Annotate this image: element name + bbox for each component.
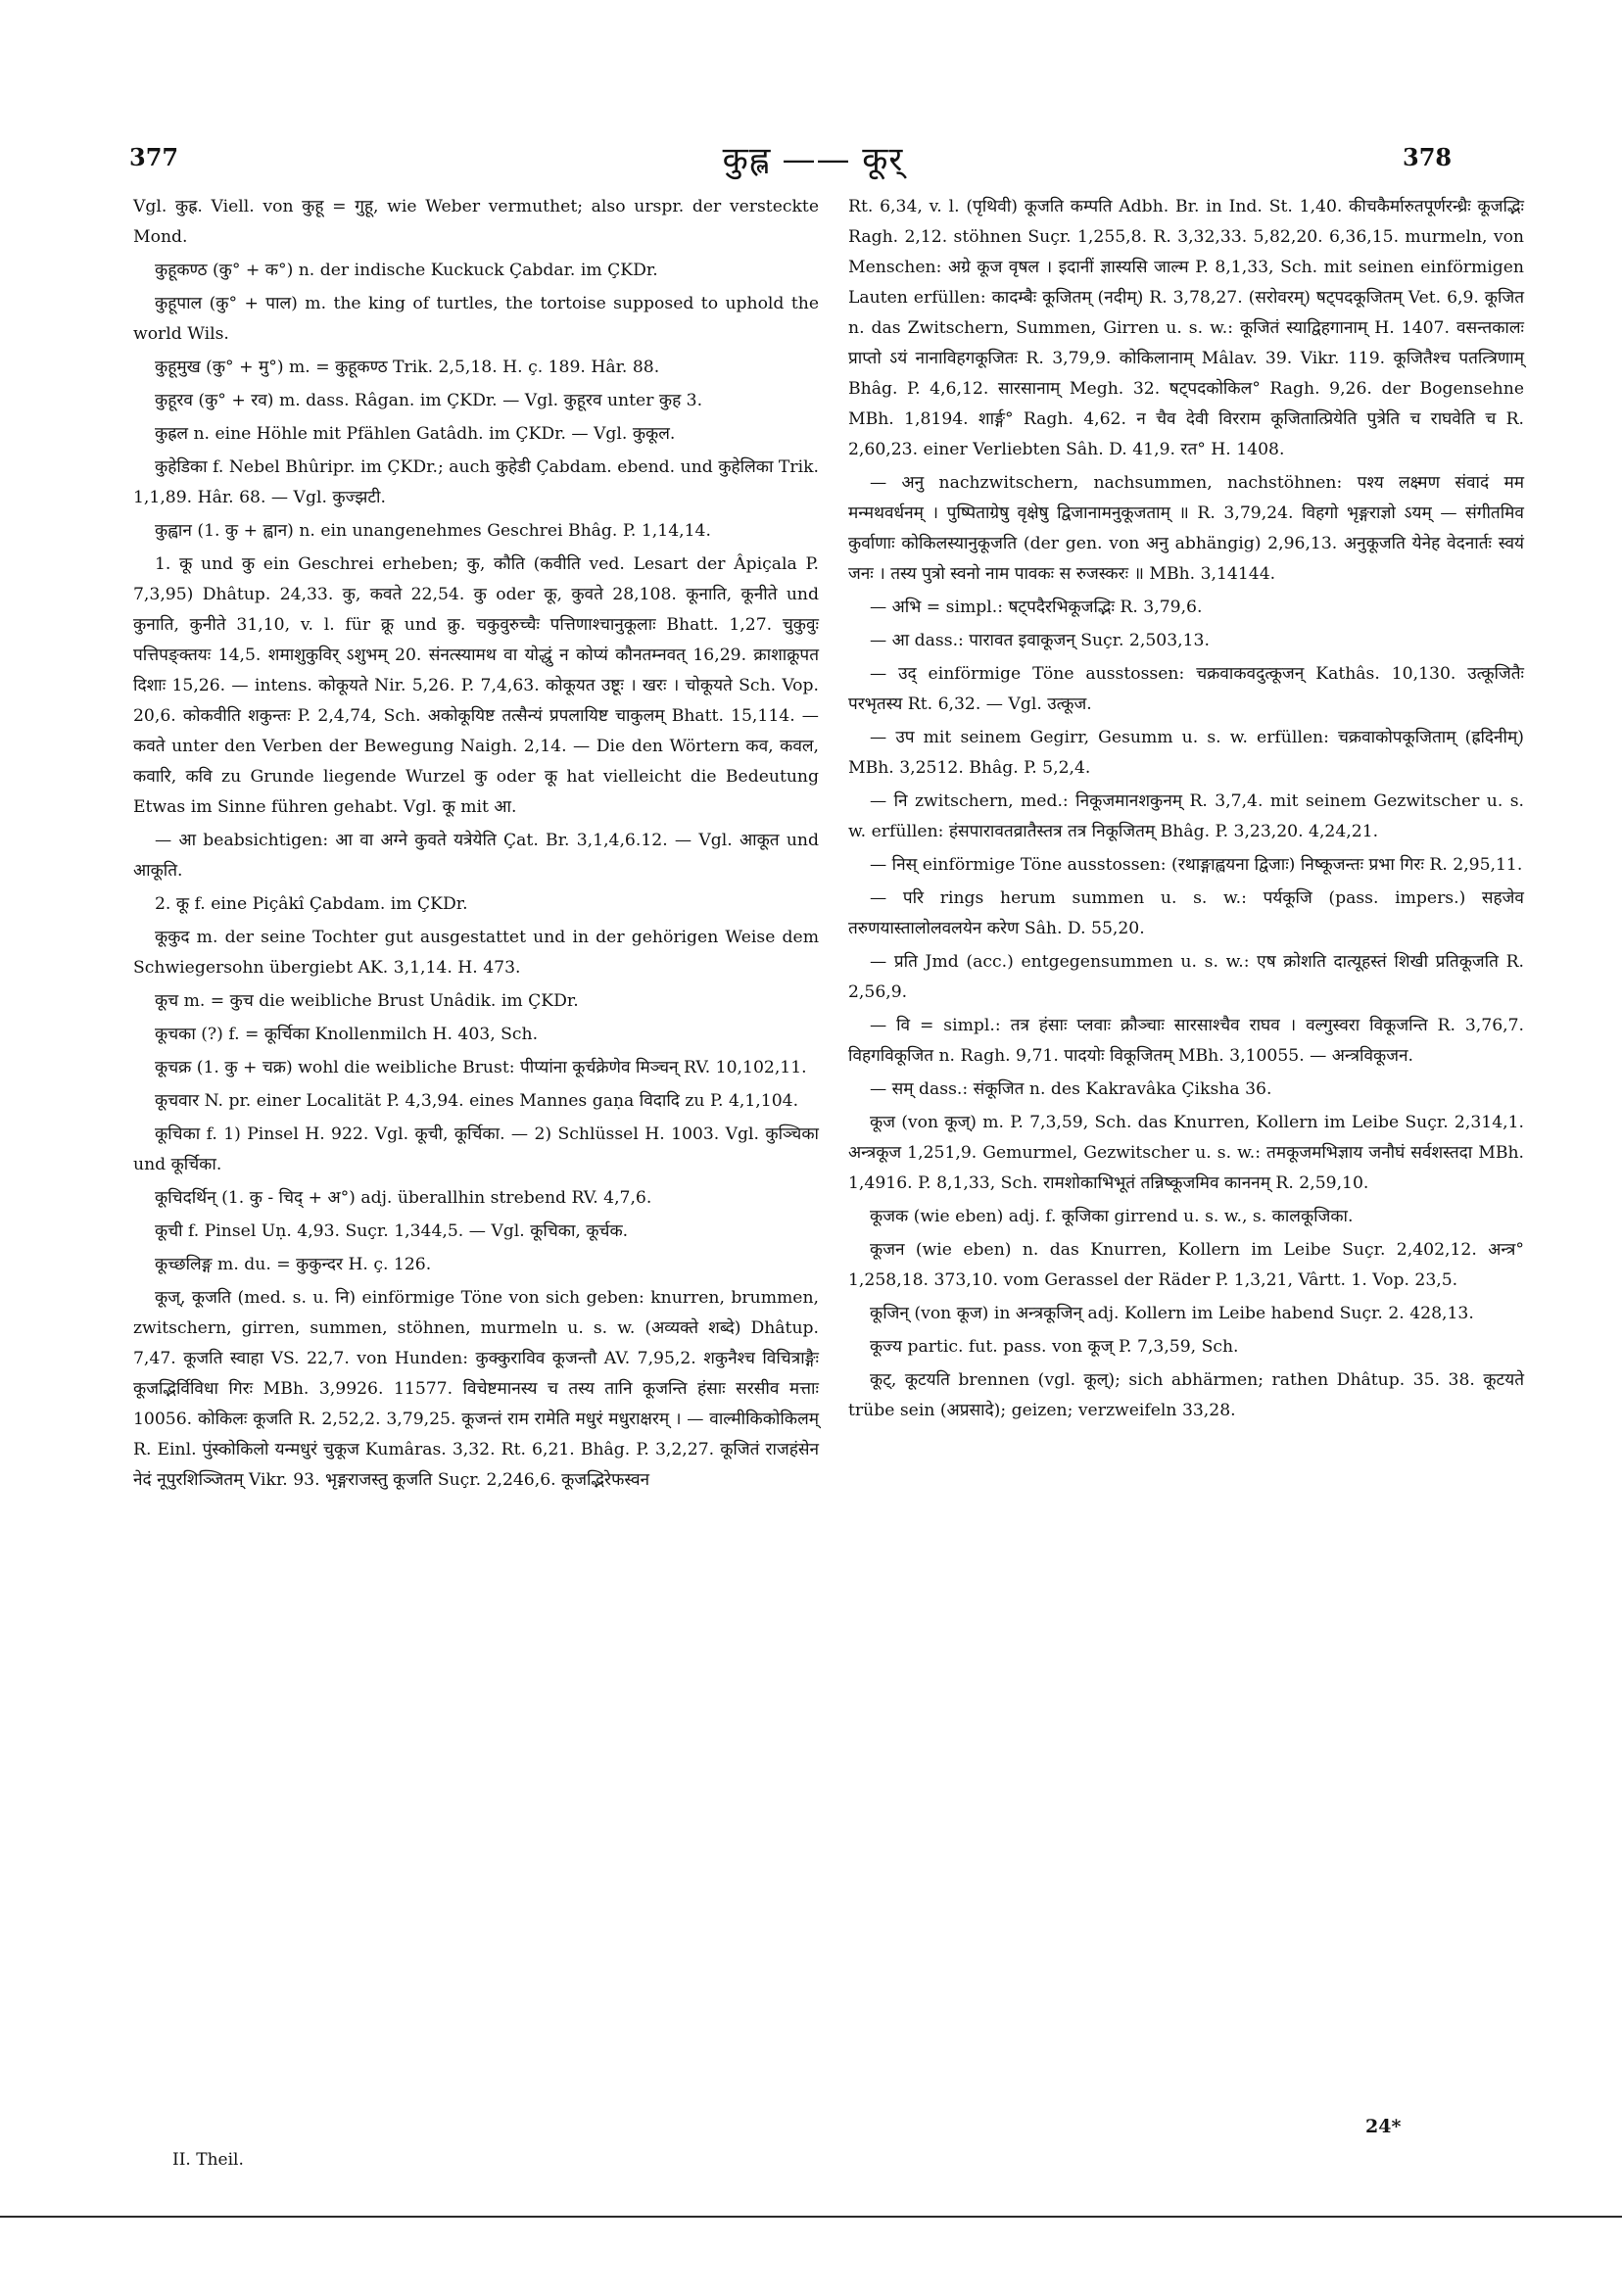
dictionary-entry: कूजन (wie eben) n. das Knurren, Kollern im Leibe Suçr. 2,402,12. अन्त्र° 1,258,18. 373,10. vom Gerassel der Räder P. 1,3,21, Vârtt. 1. Vop. 23,5. [848,1240,1524,1290]
dictionary-entry: कुहूमुख (कु° + मु°) m. = कुहूकण्ठ Trik. 2,5,18. H. ç. 189. Hâr. 88. [155,358,660,377]
dictionary-entry: कूच्छलिङ्ग m. du. = कुकुन्दर H. ç. 126. [155,1255,432,1274]
dictionary-entry: कूचक्र (1. कु + चक्र) wohl die weibliche Brust: पीप्यांना कूर्चक्रेणेव मिञ्चन् RV. 10,102,11. [155,1058,807,1077]
dictionary-entry: कूज (von कूज्) m. P. 7,3,59, Sch. das Knurren, Kollern im Leibe Suçr. 2,314,1. अन्त्रकूज 1,251,9. Gemurmel, Gezwitscher u. s. w.: तमकूजमभिज्ञाय जनौघं सर्वशस्तदा MBh. 1,4916. P. 8,1,33, Sch. रामशोकाभिभूतं तन्निष्कूजमिव काननम् R. 2,59,10. [848,1113,1524,1193]
dictionary-entry: कूचिदर्थिन् (1. कु - चिद् + अ°) adj. überallhin strebend RV. 4,7,6. [155,1188,652,1208]
dictionary-entry: कुहूपाल (कु° + पाल) m. the king of turtles, the tortoise supposed to uphold the world Wils. [133,294,819,344]
bottom-rule [0,2216,1622,2218]
dictionary-entry: कूजक (wie eben) adj. f. कूजिका girrend u. s. w., s. कालकूजिका. [870,1207,1354,1226]
volume-footer: II. Theil. [172,2150,244,2170]
dictionary-entry: — प्रति Jmd (acc.) entgegensummen u. s. w.: एष क्रोशति दात्यूहस्तं शिखी प्रतिकूजति R. 2,56,9. [848,952,1524,1002]
dictionary-entry: कुहूरव (कु° + रव) m. dass. Râgan. im ÇKDr. — Vgl. कुहूरव unter कुह 3. [155,391,703,410]
dictionary-entry: कुह्वान (1. कु + ह्वान) n. ein unangenehmes Geschrei Bhâg. P. 1,14,14. [155,521,711,541]
dictionary-entry: कूजिन् (von कूज) in अन्त्रकूजिन् adj. Kollern im Leibe habend Suçr. 2. 428,13. [870,1304,1474,1323]
dictionary-entry: कूच m. = कुच die weibliche Brust Unâdik. im ÇKDr. [155,991,579,1011]
right-column [848,192,1524,1429]
dictionary-entry: — वि = simpl.: तत्र हंसाः प्लवाः क्रौञ्चाः सारसाश्चैव राघव । वल्गुस्वरा विकूजन्ति R. 3,76,7. विहगविकूजित n. Ragh. 9,71. पादयोः विकूजितम् MBh. 3,10055. — अन्त्रविकूजन. [848,1016,1524,1066]
dictionary-entry: — अनु nachzwitschern, nachsummen, nachstöhnen: पश्य लक्ष्मण संवादं मम मन्मथवर्धनम् । पुष्पिताग्रेषु वृक्षेषु द्विजानामनुकूजताम् ॥ R. 3,79,24. विहगो भृङ्गराज्ञो ऽयम् — संगीतमिव कुर्वाणाः कोकिलस्यानुकूजति (der gen. von अनु abhängig) 2,96,13. अनुकूजति येनेह वेदनार्तः स्वयं जनः । तस्य पुत्रो स्वनो नाम पावकः स रुजस्करः ॥ MBh. 3,14144. [848,473,1524,584]
dictionary-entry: कूकुद m. der seine Tochter gut ausgestattet und in der gehörigen Weise dem Schwiegersohn übergiebt AK. 3,1,14. H. 473. [133,928,819,978]
dictionary-entry: — निस् einförmige Töne ausstossen: (रथाङ्गाह्वयना द्विजाः) निष्कूजन्तः प्रभा गिरः R. 2,95,11. [870,855,1523,875]
page-number-left: 377 [129,143,179,171]
dictionary-entry: कुह्रल n. eine Höhle mit Pfählen Gatâdh. im ÇKDr. — Vgl. कुकूल. [155,424,676,444]
dictionary-entry: Vgl. कुह्र. Viell. von कुहू = गुहू, wie Weber vermuthet; also urspr. der versteckte Mond. [133,197,819,247]
dictionary-entry: 2. कू f. eine Piçâkî Çabdam. im ÇKDr. [155,894,468,914]
dictionary-entry: 1. कू und कु ein Geschrei erheben; कु, कौति (कवीति ved. Lesart der Âpiçala P. 7,3,95) Dhâtup. 24,33. कु, कवते 22,54. कु oder कू, कुवते 28,108. कूनाति, कूनीते und कुनाति, कुनीते 31,10, v. l. für क्रू und क्रु. चकुवुरुच्चैः पत्तिणाश्चानुकूलाः Bhatt. 1,27. चुकुवुः पत्तिपङ्क्तयः 14,5. शमाशुकुविर् ऽशुभम् 20. संनत्स्यामथ वा योद्धुं न कोप्यं कौनतम्नवत् 16,29. क्राशाक्रूपत दिशाः 15,26. — intens. कोकूयते Nir. 5,26. P. 7,4,63. कोकूयत उष्टूः । खरः । चोकूयते Sch. Vop. 20,6. कोकवीति शकुन्तः P. 2,4,74, Sch. अकोकूयिष्ट तत्सैन्यं प्रपलायिष्ट चाकुलम् Bhatt. 15,114. — कवते unter den Verben der Bewegung Naigh. 2,14. — Die den Wörtern कव, कवल, कवारि, कवि zu Grunde liegende Wurzel कु oder कू hat vielleicht die Bedeutung Etwas im Sinne führen gehabt. Vgl. कू mit आ. [133,554,819,817]
dictionary-entry: कूज्, कूजति (med. s. u. नि) einförmige Töne von sich geben: knurren, brummen, zwitschern, girren, summen, stöhnen, murmeln u. s. w. (अव्यक्ते शब्दे) Dhâtup. 7,47. कूजति स्वाहा VS. 22,7. von Hunden: कुक्कुराविव कूजन्तौ AV. 7,95,2. शकुनैश्च विचित्राङ्गैः कूजद्भिर्विविधा गिरः MBh. 3,9926. 11577. विचेष्टमानस्य च तस्य तानि कूजन्ति हंसाः सरसीव मत्ताः 10056. कोकिलः कूजति R. 2,52,2. 3,79,25. कूजन्तं राम रामेति मधुरं मधुराक्षरम् । — वाल्मीकिकोकिलम् R. Einl. पुंस्कोकिलो यन्मधुरं चुकूज Kumâras. 3,32. Rt. 6,21. Bhâg. P. 3,2,27. कूजितं राजहंसेन नेदं नूपुरशिञ्जितम् Vikr. 93. भृङ्गराजस्तु कूजति Suçr. 2,246,6. कूजद्भिरेफस्वन [133,1288,819,1490]
left-column [133,192,819,1499]
dictionary-entry: कूज्य partic. fut. pass. von कूज् P. 7,3,59, Sch. [870,1337,1239,1357]
dictionary-entry: — अभि = simpl.: षट्पदैरभिकूजद्भिः R. 3,79,6. [870,598,1203,617]
running-headword: कुह्ल —— कूर् [722,140,904,179]
dictionary-entry: — सम् dass.: संकूजित n. des Kakravâka Çiksha 36. [870,1079,1272,1099]
dictionary-entry: — आ beabsichtigen: आ वा अग्ने कुवते यत्रेयेति Çat. Br. 3,1,4,6.12. — Vgl. आकूत und आकूति. [133,831,819,881]
dictionary-entry: — उप mit seinem Gegirr, Gesumm u. s. w. erfüllen: चक्रवाकोपकूजिताम् (ह्रदिनीम्) MBh. 3,2512. Bhâg. P. 5,2,4. [848,728,1524,778]
dictionary-entry: कूचवार N. pr. einer Localität P. 4,3,94. eines Mannes gaṇa विदादि zu P. 4,1,104. [155,1091,799,1111]
dictionary-entry: — नि zwitschern, med.: निकूजमानशकुनम् R. 3,7,4. mit seinem Gezwitscher u. s. w. erfüllen: हंसपारावतव्रातैस्तत्र तत्र निकूजितम् Bhâg. P. 3,23,20. 4,24,21. [848,791,1524,841]
dictionary-entry: कुहूकण्ठ (कु° + क°) n. der indische Kuckuck Çabdar. im ÇKDr. [155,261,658,280]
dictionary-entry: कूची f. Pinsel Uṇ. 4,93. Suçr. 1,344,5. — Vgl. कूचिका, कूर्चक. [155,1221,629,1241]
dictionary-entry: — उद् einförmige Töne ausstossen: चक्रवाकवदुत्कूजन् Kathâs. 10,130. उत्कूजितैः परभृतस्य Rt. 6,32. — Vgl. उत्कूज. [848,664,1524,714]
dictionary-entry: कूट्, कूटयति brennen (vgl. कूल्); sich abhärmen; rathen Dhâtup. 35. 38. कूटयते trübe sein (अप्रसादे); geizen; verzweifeln 33,28. [848,1370,1524,1420]
signature-mark: 24* [1365,2116,1402,2137]
dictionary-entry: Rt. 6,34, v. l. (पृथिवी) कूजति कम्पति Adbh. Br. in Ind. St. 1,40. कीचकैर्मारुतपूर्णरन्ध्रैः कूजद्भिः Ragh. 2,12. stöhnen Suçr. 1,255,8. R. 3,32,33. 5,82,20. 6,36,15. murmeln, von Menschen: अग्रे कूज वृषल । इदानीं ज्ञास्यसि जाल्म P. 8,1,33, Sch. mit seinen einförmigen Lauten erfüllen: कादम्बैः कूजितम् (नदीम्) R. 3,78,27. (सरोवरम्) षट्पदकूजितम् Vet. 6,9. कूजित n. das Zwitschern, Summen, Girren u. s. w.: कूजितं स्याद्विहगानाम् H. 1407. वसन्तकालः प्राप्तो ऽयं नानाविहगकूजितः R. 3,79,9. कोकिलानाम् Mâlav. 39. Vikr. 119. कूजितैश्च पतत्त्रिणाम् Bhâg. P. 4,6,12. सारसानाम् Megh. 32. षट्पदकोकिल° Ragh. 9,26. der Bogensehne MBh. 1,8194. शार्ङ्ग° Ragh. 4,62. न चैव देवी विरराम कूजितात्प्रियेति पुत्रेति च राघवेति च R. 2,60,23. einer Verliebten Sâh. D. 41,9. रत° H. 1408. [848,197,1524,459]
page-number-right: 378 [1403,143,1453,171]
dictionary-entry: कुहेडिका f. Nebel Bhûripr. im ÇKDr.; auch कुहेडी Çabdam. ebend. und कुहेलिका Trik. 1,1,89. Hâr. 68. — Vgl. कुज्झटी. [133,457,819,507]
dictionary-entry: — परि rings herum summen u. s. w.: पर्यकूजि (pass. impers.) सहजेव तरुणयास्तालोलवलयेन करेण Sâh. D. 55,20. [848,888,1524,938]
dictionary-entry: — आ dass.: पारावत इवाकूजन् Suçr. 2,503,13. [870,631,1210,650]
dictionary-entry: कूचिका f. 1) Pinsel H. 922. Vgl. कूची, कूर्चिका. — 2) Schlüssel H. 1003. Vgl. कुञ्चिका und कूर्चिका. [133,1124,819,1174]
dictionary-entry: कूचका (?) f. = कूर्चिका Knollenmilch H. 403, Sch. [155,1025,539,1044]
